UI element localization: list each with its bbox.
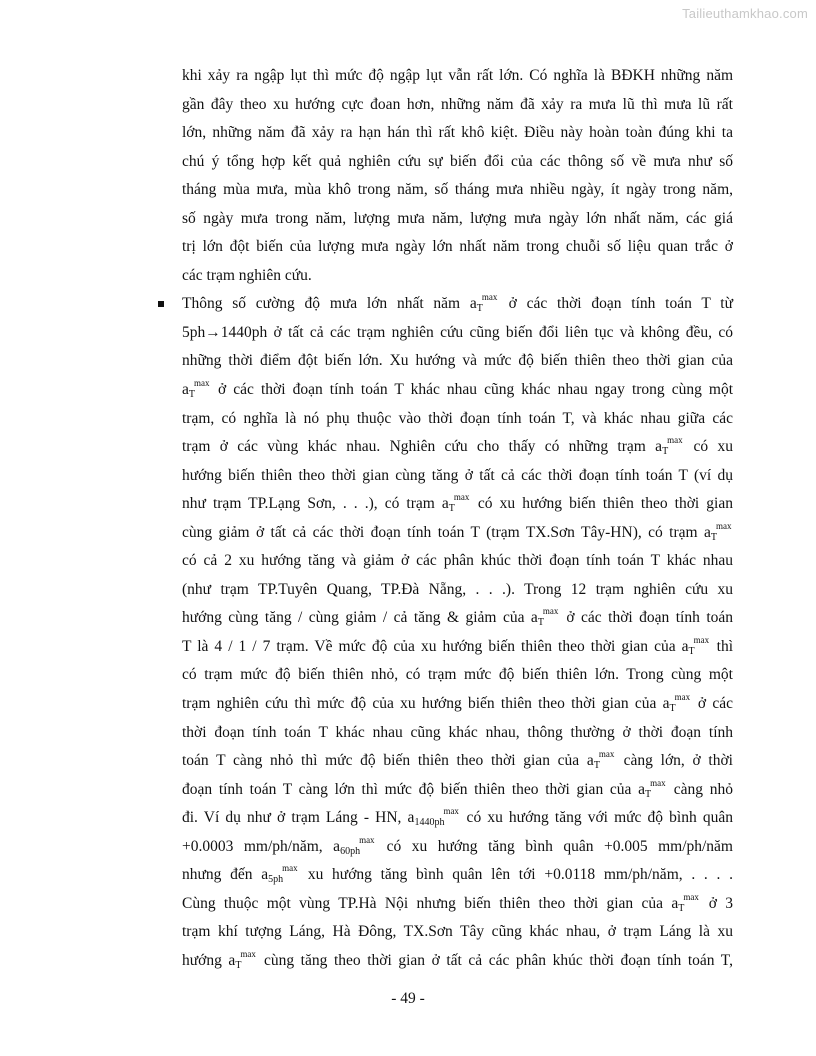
text-line [182, 490, 733, 519]
text-span: trạm ở các vùng khác nhau. Nghiên cứu cho thấy có những trạm [182, 438, 656, 456]
text-line [182, 890, 733, 919]
document-page [182, 62, 733, 976]
math-subscript: T [593, 760, 600, 772]
math-a-T-max [530, 604, 559, 635]
text-span: đi. Ví dụ như ở trạm Láng - HN, [182, 809, 408, 827]
math-a-T-max [662, 690, 691, 721]
text-span: +0.0003 mm/ph/năm, [182, 837, 334, 855]
math-subscript: 60ph [340, 845, 361, 857]
text-span: có xu hướng biến thiên theo thời gian [470, 495, 733, 513]
text-span: hướng cùng tăng / cùng giảm / cả tăng & giảm của [182, 609, 531, 627]
math-superscript: max [693, 634, 710, 645]
text-span: càng lớn, ở thời [615, 752, 733, 770]
math-a-T-max [681, 633, 710, 664]
text-line [182, 519, 733, 548]
math-subscript: T [644, 788, 652, 800]
text-line: các trạm nghiên cứu. [182, 266, 312, 284]
text-span: có xu [684, 438, 733, 456]
text-line: thời đoạn tính toán T khác nhau cũng khác nhau, thông thường ở thời đoạn tính [182, 723, 733, 741]
text-line: có trạm mức độ biến thiên nhỏ, có trạm mức độ biến thiên lớn. Trong cùng một [182, 666, 733, 684]
math-a-T-max [586, 747, 615, 778]
text-span: T là 4 / 1 / 7 trạm. Về mức độ của xu hướng biến thiên theo thời gian của [182, 637, 682, 655]
math-superscript: max [650, 777, 666, 788]
text-span: có xu hướng tăng với mức độ bình quân [460, 809, 733, 827]
square-bullet-icon [158, 301, 164, 307]
text-span: nhưng đến [182, 866, 262, 884]
math-symbol: a [586, 752, 594, 770]
math-a-T-max [638, 776, 666, 807]
text-line: trạm khí tượng Láng, Hà Đông, TX.Sơn Tây cũng khác nhau, ở trạm Láng là xu [182, 923, 733, 941]
math-superscript: max [481, 292, 498, 303]
math-symbol: a [261, 866, 269, 884]
text-span: ở các [691, 695, 734, 713]
text-line: tháng mùa mưa, mùa khô trong năm, số tháng mưa nhiều ngày, ít ngày trong năm, [182, 181, 733, 199]
math-superscript: max [282, 863, 298, 874]
math-a-T-max [655, 433, 683, 464]
math-subscript: T [476, 303, 483, 315]
text-line [182, 633, 733, 662]
math-a-T-max [469, 290, 498, 321]
text-line: số ngày mưa trong năm, lượng mưa năm, lượng mưa ngày lớn nhất năm, các giá [182, 209, 733, 227]
text-span: ở các thời đoạn tính toán T từ [498, 295, 733, 313]
math-superscript: max [240, 948, 256, 959]
math-a-T-max [704, 519, 732, 550]
text-span: thì [710, 637, 733, 655]
math-symbol: a [333, 837, 341, 855]
text-span: xu hướng tăng bình quân lên tới +0.0118 mm/ph/năm, . . . . [299, 866, 733, 884]
text-span: cùng tăng theo thời gian ở tất cả các phân khúc thời đoạn tính toán T, [257, 951, 733, 969]
paragraph-1 [182, 62, 733, 290]
text-span: Cùng thuộc một vùng TP.Hà Nội nhưng biến thiên theo thời gian của [182, 894, 672, 912]
text-line [182, 290, 733, 319]
text-line: hướng biến thiên theo thời gian cùng tăng ở tất cả các thời đoạn tính toán T (ví dụ [182, 466, 733, 484]
bullet-paragraph [182, 290, 733, 975]
text-span: cùng giảm ở tất cả các thời đoạn tính toán T (trạm TX.Sơn Tây-HN), có trạm [182, 523, 704, 541]
text-line: khi xảy ra ngập lụt thì mức độ ngập lụt vẫn rất lớn. Có nghĩa là BĐKH những năm [182, 67, 733, 84]
math-subscript: T [678, 902, 685, 914]
text-line [182, 947, 733, 976]
math-a-T-max [671, 890, 699, 921]
math-a-T-max [228, 947, 256, 978]
text-line: có cả 2 xu hướng tăng và giảm ở các phân khúc thời đoạn tính toán T khác nhau [182, 552, 733, 570]
text-line [182, 861, 733, 890]
math-subscript: T [235, 959, 242, 971]
math-superscript: max [443, 806, 459, 817]
text-line [182, 833, 733, 862]
math-superscript: max [359, 834, 375, 845]
math-subscript: T [537, 617, 544, 629]
text-line: (như trạm TP.Tuyên Quang, TP.Đà Nẵng, . . .). Trong 12 trạm nghiên cứu xu [182, 580, 733, 598]
text-line: lớn, những năm đã xảy ra hạn hán thì rất khô kiệt. Điều này hoàn toàn đúng khi ta [182, 124, 733, 142]
math-symbol: a [662, 695, 670, 713]
math-a-T-max [441, 490, 470, 521]
math-a-60ph-max [333, 833, 375, 864]
text-span: Thông số cường độ mưa lớn nhất năm [182, 295, 470, 313]
text-span: như trạm TP.Lạng Sơn, . . .), có trạm [182, 495, 442, 513]
math-subscript: T [662, 446, 669, 458]
text-span: càng nhỏ [667, 780, 733, 798]
text-span: ở các thời đoạn tính toán T khác nhau cũng khác nhau ngay trong cùng một [211, 381, 733, 399]
math-superscript: max [194, 378, 210, 389]
math-subscript: T [688, 645, 695, 657]
math-symbol: a [681, 637, 689, 655]
text-span: có xu hướng tăng bình quân +0.005 mm/ph/năm [376, 837, 733, 855]
text-line: 5ph→1440ph ở tất cả các trạm nghiên cứu cũng biến đổi liên tục và không đều, có [182, 323, 733, 341]
math-symbol: a [228, 951, 236, 969]
text-span: hướng [182, 951, 229, 969]
math-symbol: a [530, 609, 538, 627]
text-line [182, 376, 733, 405]
math-subscript: 5ph [268, 874, 284, 886]
watermark: Tailieuthamkhao.com [682, 6, 808, 21]
math-superscript: max [453, 492, 470, 503]
text-line: những thời điểm đột biến lớn. Xu hướng và mức độ biến thiên theo thời gian của [182, 352, 733, 370]
math-symbol: a [704, 523, 711, 541]
math-symbol: a [407, 809, 415, 827]
math-symbol: a [469, 295, 477, 313]
math-symbol: a [182, 381, 189, 399]
text-span: toán T càng nhỏ thì mức độ biến thiên theo thời gian của [182, 752, 587, 770]
math-symbol: a [638, 780, 645, 798]
math-superscript: max [667, 435, 683, 446]
math-subscript: T [188, 389, 195, 401]
text-line [182, 804, 733, 833]
math-symbol: a [671, 894, 679, 912]
text-line: chú ý tổng hợp kết quả nghiên cứu sự biến đổi của các thông số về mưa như số [182, 152, 733, 170]
text-line [182, 604, 733, 633]
math-a-T-max [182, 376, 210, 407]
math-symbol: a [655, 438, 663, 456]
text-line [182, 690, 733, 719]
math-symbol: a [441, 495, 449, 513]
math-subscript: T [669, 703, 676, 715]
text-span: ở các thời đoạn tính toán [559, 609, 734, 627]
text-line: gần đây theo xu hướng cực đoan hơn, những năm đã xảy ra mưa lũ thì mưa lũ rất [182, 95, 733, 113]
text-span: trạm nghiên cứu thì mức độ của xu hướng biến thiên theo thời gian của [182, 695, 663, 713]
math-superscript: max [542, 606, 559, 617]
page-number: - 49 - [391, 990, 425, 1007]
text-span: ở 3 [700, 894, 734, 912]
math-a-5ph-max [261, 861, 298, 892]
math-subscript: 1440ph [414, 817, 445, 829]
math-subscript: T [710, 531, 717, 543]
math-a-1440ph-max [407, 804, 459, 835]
text-line: trạm, có nghĩa là nó phụ thuộc vào thời đoạn tính toán T, và khác nhau giữa các [182, 409, 733, 427]
math-superscript: max [683, 891, 699, 902]
math-superscript: max [598, 749, 615, 760]
math-subscript: T [448, 503, 455, 515]
text-line [182, 433, 733, 462]
text-span: đoạn tính toán T càng lớn thì mức độ biến thiên theo thời gian của [182, 780, 639, 798]
math-superscript: max [716, 520, 732, 531]
math-superscript: max [674, 692, 691, 703]
text-line: trị lớn đột biến của lượng mưa ngày lớn nhất năm trong chuỗi số liệu quan trắc ở [182, 238, 733, 256]
